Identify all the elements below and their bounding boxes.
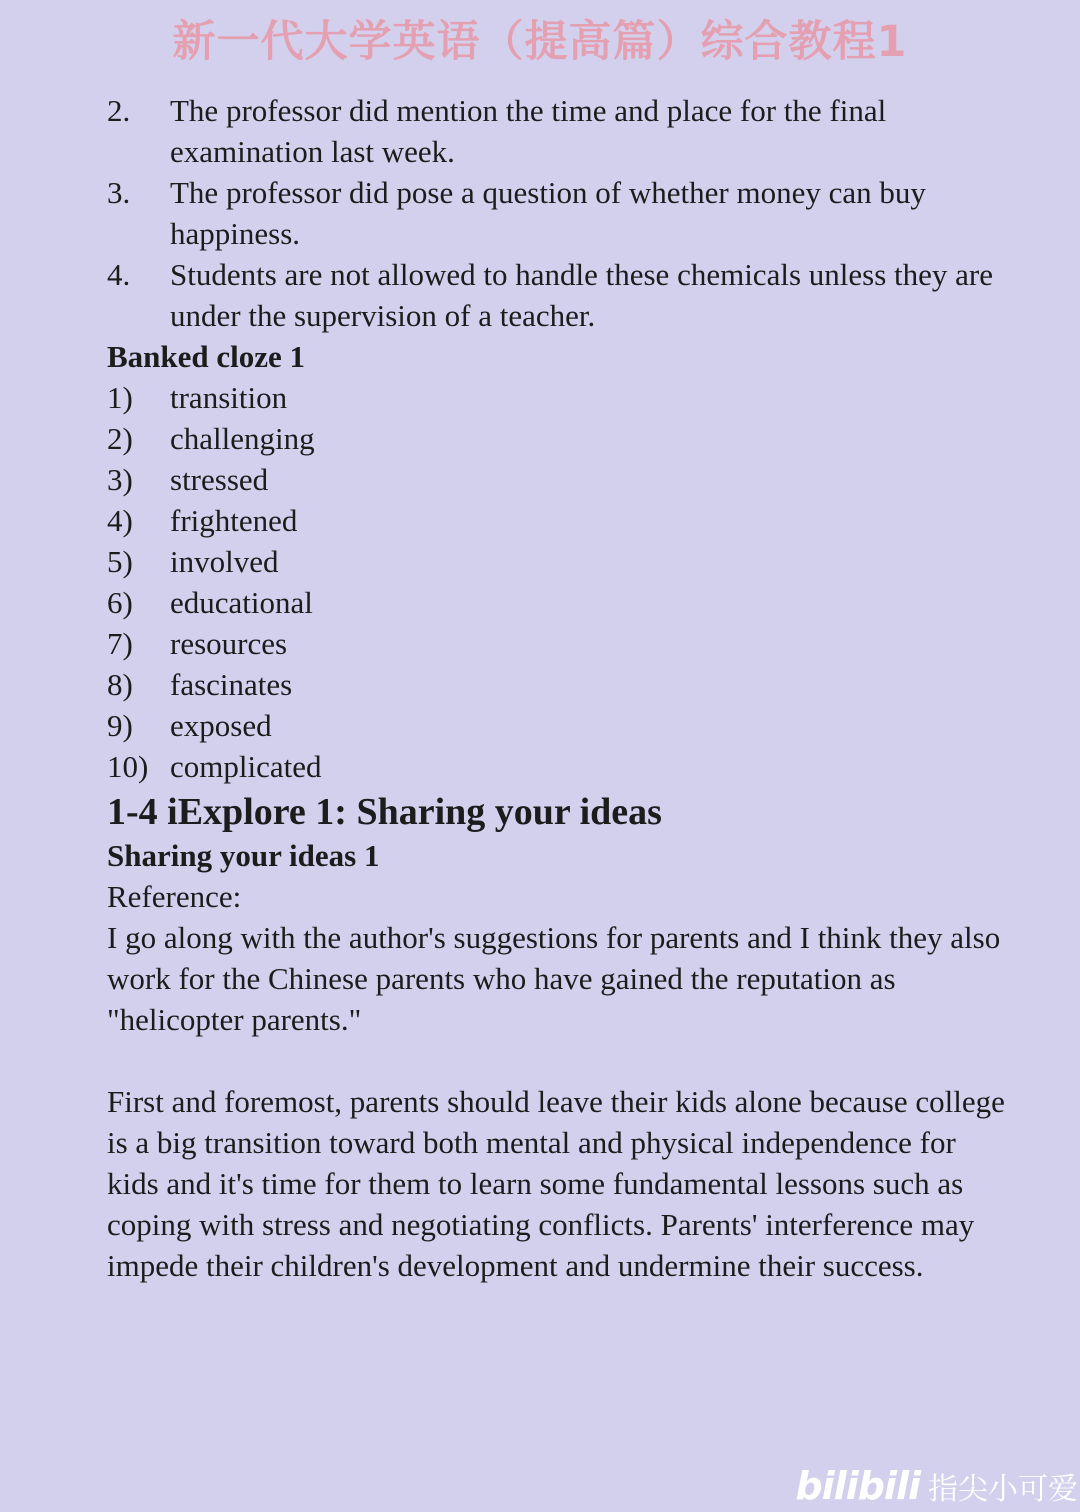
item-text: challenging [170,421,315,456]
list-item [107,418,1007,459]
item-number: 2) [107,421,133,456]
paragraph-gap [107,1040,1007,1081]
item-number: 3) [107,462,133,497]
item-number: 8) [107,667,133,702]
list-item [107,172,1007,254]
item-text: transition [170,380,288,415]
item-text: The professor did pose a question of whether money can buy happiness. [170,175,926,251]
reference-paragraph-2: First and foremost, parents should leave their kids alone because college is a big transition toward both mental and physical independence for kids and it's time for them to learn some fundamental lessons such as coping with stress and negotiating conflicts. Parents' interference may impede their children's development and undermine their success. [107,1084,1005,1283]
item-text: educational [170,585,313,620]
item-number: 4) [107,503,133,538]
item-text: exposed [170,708,272,743]
item-number: 9) [107,708,133,743]
list-item [107,90,1007,172]
item-text: resources [170,626,288,661]
list-item [107,254,1007,336]
item-text: fascinates [170,667,293,702]
iexplore-title: 1-4 iExplore 1: Sharing your ideas [107,791,662,833]
item-number: 6) [107,585,133,620]
item-text: Students are not allowed to handle these chemicals unless they are under the supervision of a teacher. [170,257,993,333]
answer-content [107,90,1007,1286]
list-item [107,623,1007,664]
item-text: The professor did mention the time and place for the final examination last week. [170,93,887,169]
item-number: 1) [107,380,133,415]
list-item [107,500,1007,541]
list-item [107,664,1007,705]
banked-cloze-title: Banked cloze 1 [107,339,306,374]
item-number: 10) [107,749,149,784]
reference-paragraph-1: I go along with the author's suggestions for parents and I think they also work for the Chinese parents who have gained the reputation as "helicopter parents." [107,920,1001,1037]
list-item [107,705,1007,746]
bilibili-logo-icon: bilibili [795,1464,920,1508]
item-number: 2. [107,93,131,128]
sharing-ideas-subtitle: Sharing your ideas 1 [107,838,380,873]
item-number: 4. [107,257,131,292]
list-item [107,377,1007,418]
reference-label: Reference: [107,879,242,914]
item-number: 5) [107,544,133,579]
list-item [107,541,1007,582]
list-item [107,459,1007,500]
bilibili-watermark [795,1464,1078,1508]
item-text: stressed [170,462,269,497]
page-header: 新一代大学英语（提高篇）综合教程1 [172,17,908,67]
item-number: 3. [107,175,131,210]
uploader-name: 指尖小可爱 [928,1472,1078,1507]
item-text: complicated [170,749,322,784]
item-text: frightened [170,503,298,538]
list-item [107,582,1007,623]
list-item [107,746,1007,787]
item-number: 7) [107,626,133,661]
item-text: involved [170,544,279,579]
